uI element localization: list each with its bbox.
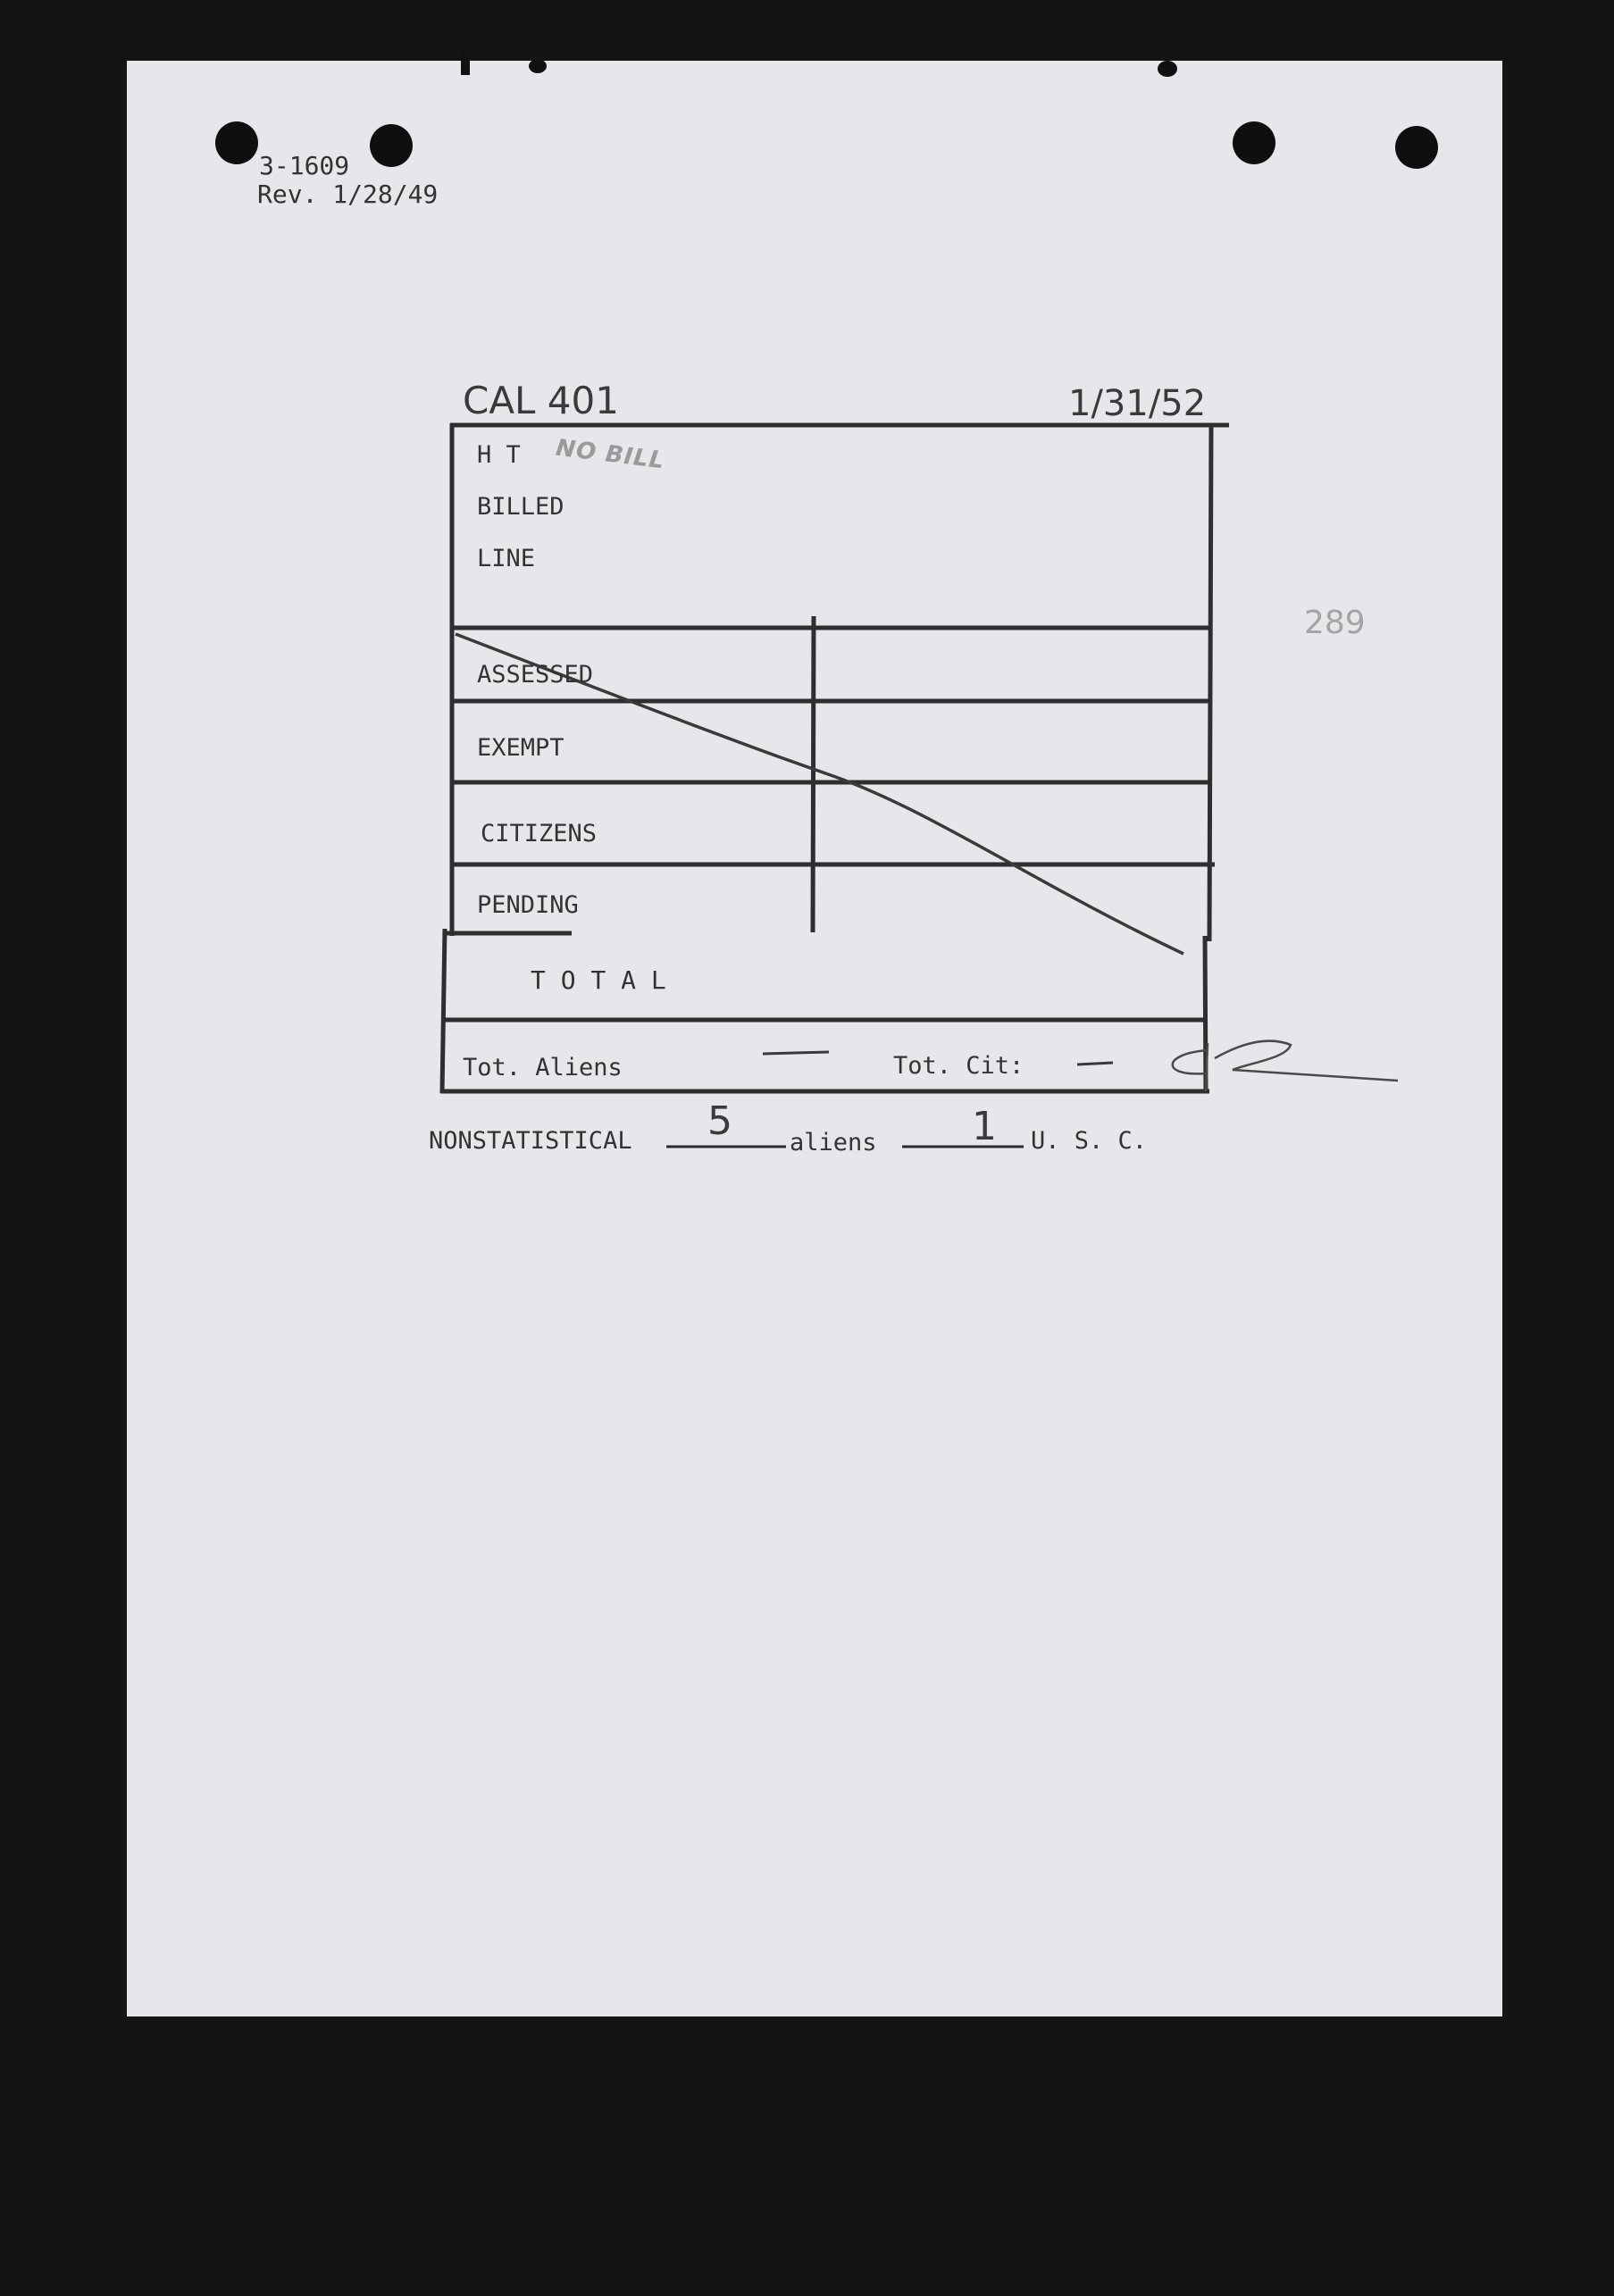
total-citizens-value (1081, 1050, 1095, 1074)
total-aliens-label: Tot. Aliens (463, 1054, 623, 1081)
handwritten-date: 1/31/52 (1068, 383, 1207, 424)
page-number: 289 (1304, 605, 1366, 641)
total-aliens-value (775, 1041, 790, 1065)
row-label-total: T O T A L (531, 965, 666, 995)
form-number: 3-1609 (259, 151, 350, 180)
row-label-billed: BILLED (477, 493, 564, 521)
nonstatistical-usc-label: U. S. C. (1031, 1127, 1148, 1155)
form-revision: Rev. 1/28/49 (257, 180, 439, 209)
total-citizens-label: Tot. Cit: (893, 1052, 1024, 1080)
calendar-code: CAL 401 (463, 379, 619, 422)
nonstatistical-usc-count: 1 (972, 1104, 997, 1149)
row-label-exempt: EXEMPT (477, 734, 564, 762)
nonstatistical-label: NONSTATISTICAL (429, 1127, 632, 1155)
row-label-pending: PENDING (477, 891, 579, 919)
nonstatistical-aliens-count: 5 (707, 1098, 732, 1144)
row-label-ht: H T (477, 441, 521, 469)
row-label-assessed: ASSESSED (477, 661, 594, 689)
row-label-citizens: CITIZENS (481, 820, 598, 847)
nonstatistical-aliens-label: aliens (790, 1129, 877, 1156)
row-label-line: LINE (477, 545, 536, 572)
no-bill-stamp: NO BILL (554, 434, 666, 475)
